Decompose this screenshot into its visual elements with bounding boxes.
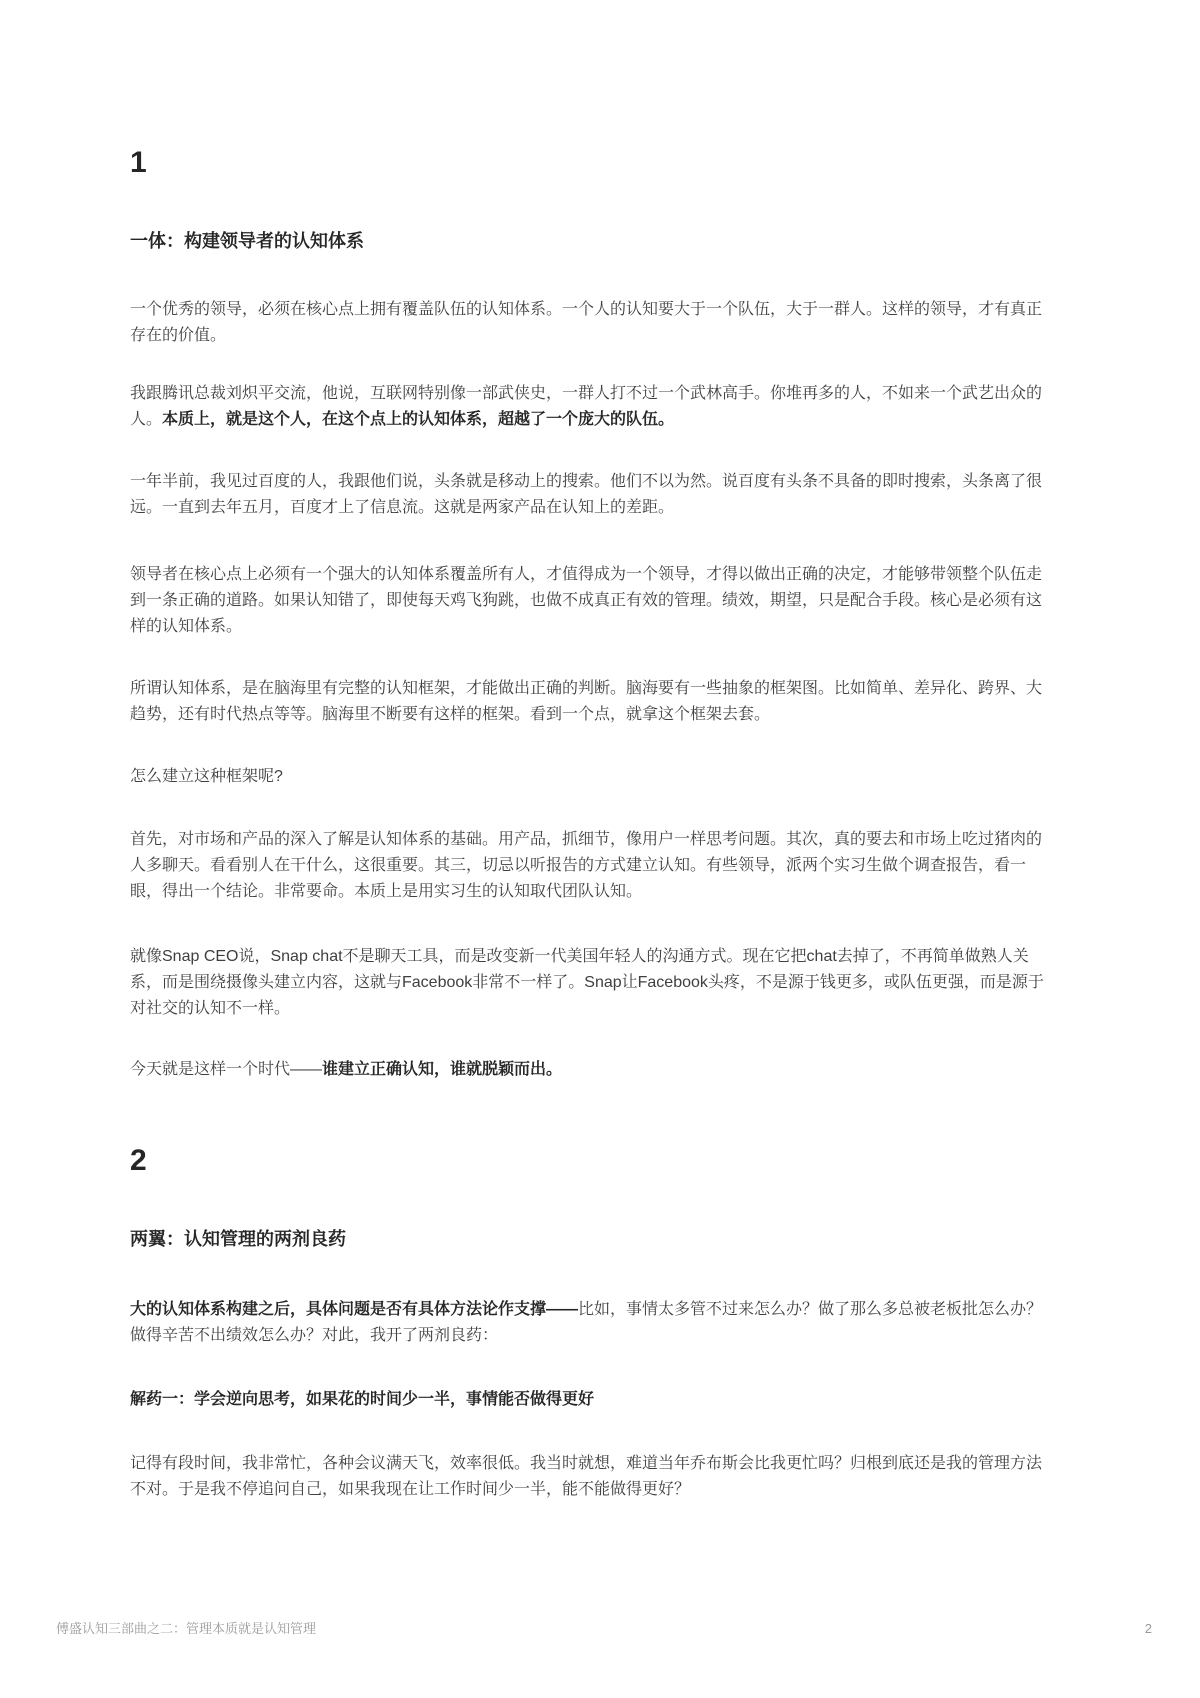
paragraph-leader-core-system: 领导者在核心点上必须有一个强大的认知体系覆盖所有人，才值得成为一个领导，才得以做出正确的决定，才能够带领整个队伍走到一条正确的道路。如果认知错了，即使每天鸡飞狗跳，也做不成真正有效的管理。绩效，期望，只是配合手段。核心是必须有这样的认知体系。 bbox=[130, 566, 1043, 635]
section-1-heading: 一体：构建领导者的认知体系 bbox=[130, 231, 364, 251]
paragraph-era-conclusion: 今天就是这样一个时代——谁建立正确认知，谁就脱颖而出。 bbox=[130, 1061, 563, 1078]
paragraph-busy-jobs-reflection: 记得有段时间，我非常忙，各种会议满天飞，效率很低。我当时就想，难道当年乔布斯会比我更忙吗？归根到底还是我的管理方法不对。于是我不停追问自己，如果我现在让工作时间少一半，能不能做得更好？ bbox=[130, 1455, 1043, 1498]
footer-document-title: 傅盛认知三部曲之二：管理本质就是认知管理 bbox=[56, 1621, 317, 1636]
page-footer bbox=[56, 1620, 1152, 1638]
paragraph-tencent-liuzhiping: 我跟腾讯总裁刘炽平交流，他说，互联网特别像一部武侠史，一群人打不过一个武林高手。你堆再多的人，不如来一个武艺出众的人。本质上，就是这个人，在这个点上的认知体系，超越了一个庞大的队伍。 bbox=[130, 385, 1043, 428]
paragraph-snap-facebook: 就像Snap CEO说，Snap chat不是聊天工具，而是改变新一代美国年轻人的沟通方式。现在它把chat去掉了，不再简单做熟人关系，而是围绕摄像头建立内容，这就与Facebook非常不一样了。Snap让Facebook头疼，不是源于钱更多，或队伍更强，而是源于对社交的认知不一样。 bbox=[130, 948, 1044, 1017]
remedy-one-subheading: 解药一：学会逆向思考，如果花的时间少一半，事情能否做得更好 bbox=[130, 1391, 595, 1408]
paragraph-two-remedies-intro: 大的认知体系构建之后，具体问题是否有具体方法论作支撑——比如，事情太多管不过来怎么办？做了那么多总被老板批怎么办？做得辛苦不出绩效怎么办？对此，我开了两剂良药： bbox=[130, 1301, 1043, 1344]
section-number-2: 2 bbox=[130, 1144, 147, 1177]
paragraph-baidu-toutiao: 一年半前，我见过百度的人，我跟他们说，头条就是移动上的搜索。他们不以为然。说百度有头条不具备的即时搜索，头条离了很远。一直到去年五月，百度才上了信息流。这就是两家产品在认知上的差距。 bbox=[130, 473, 1043, 516]
paragraph-three-methods: 首先，对市场和产品的深入了解是认知体系的基础。用产品，抓细节，像用户一样思考问题。其次，真的要去和市场上吃过猪肉的人多聊天。看看别人在干什么，这很重要。其三，切忌以听报告的方式建立认知。有些领导，派两个实习生做个调查报告，看一眼，得出一个结论。非常要命。本质上是用实习生的认知取代团队认知。 bbox=[130, 831, 1043, 900]
paragraph-leader-cognition: 一个优秀的领导，必须在核心点上拥有覆盖队伍的认知体系。一个人的认知要大于一个队伍，大于一群人。这样的领导，才有真正存在的价值。 bbox=[130, 301, 1043, 344]
section-2-heading: 两翼：认知管理的两剂良药 bbox=[130, 1229, 346, 1249]
section-number-1: 1 bbox=[130, 146, 147, 179]
paragraph-how-to-build-question: 怎么建立这种框架呢? bbox=[130, 768, 283, 785]
footer-page-number: 2 bbox=[1144, 1621, 1152, 1636]
paragraph-cognitive-framework: 所谓认知体系，是在脑海里有完整的认知框架，才能做出正确的判断。脑海要有一些抽象的框架图。比如简单、差异化、跨界、大趋势，还有时代热点等等。脑海里不断要有这样的框架。看到一个点，就拿这个框架去套。 bbox=[130, 680, 1043, 723]
